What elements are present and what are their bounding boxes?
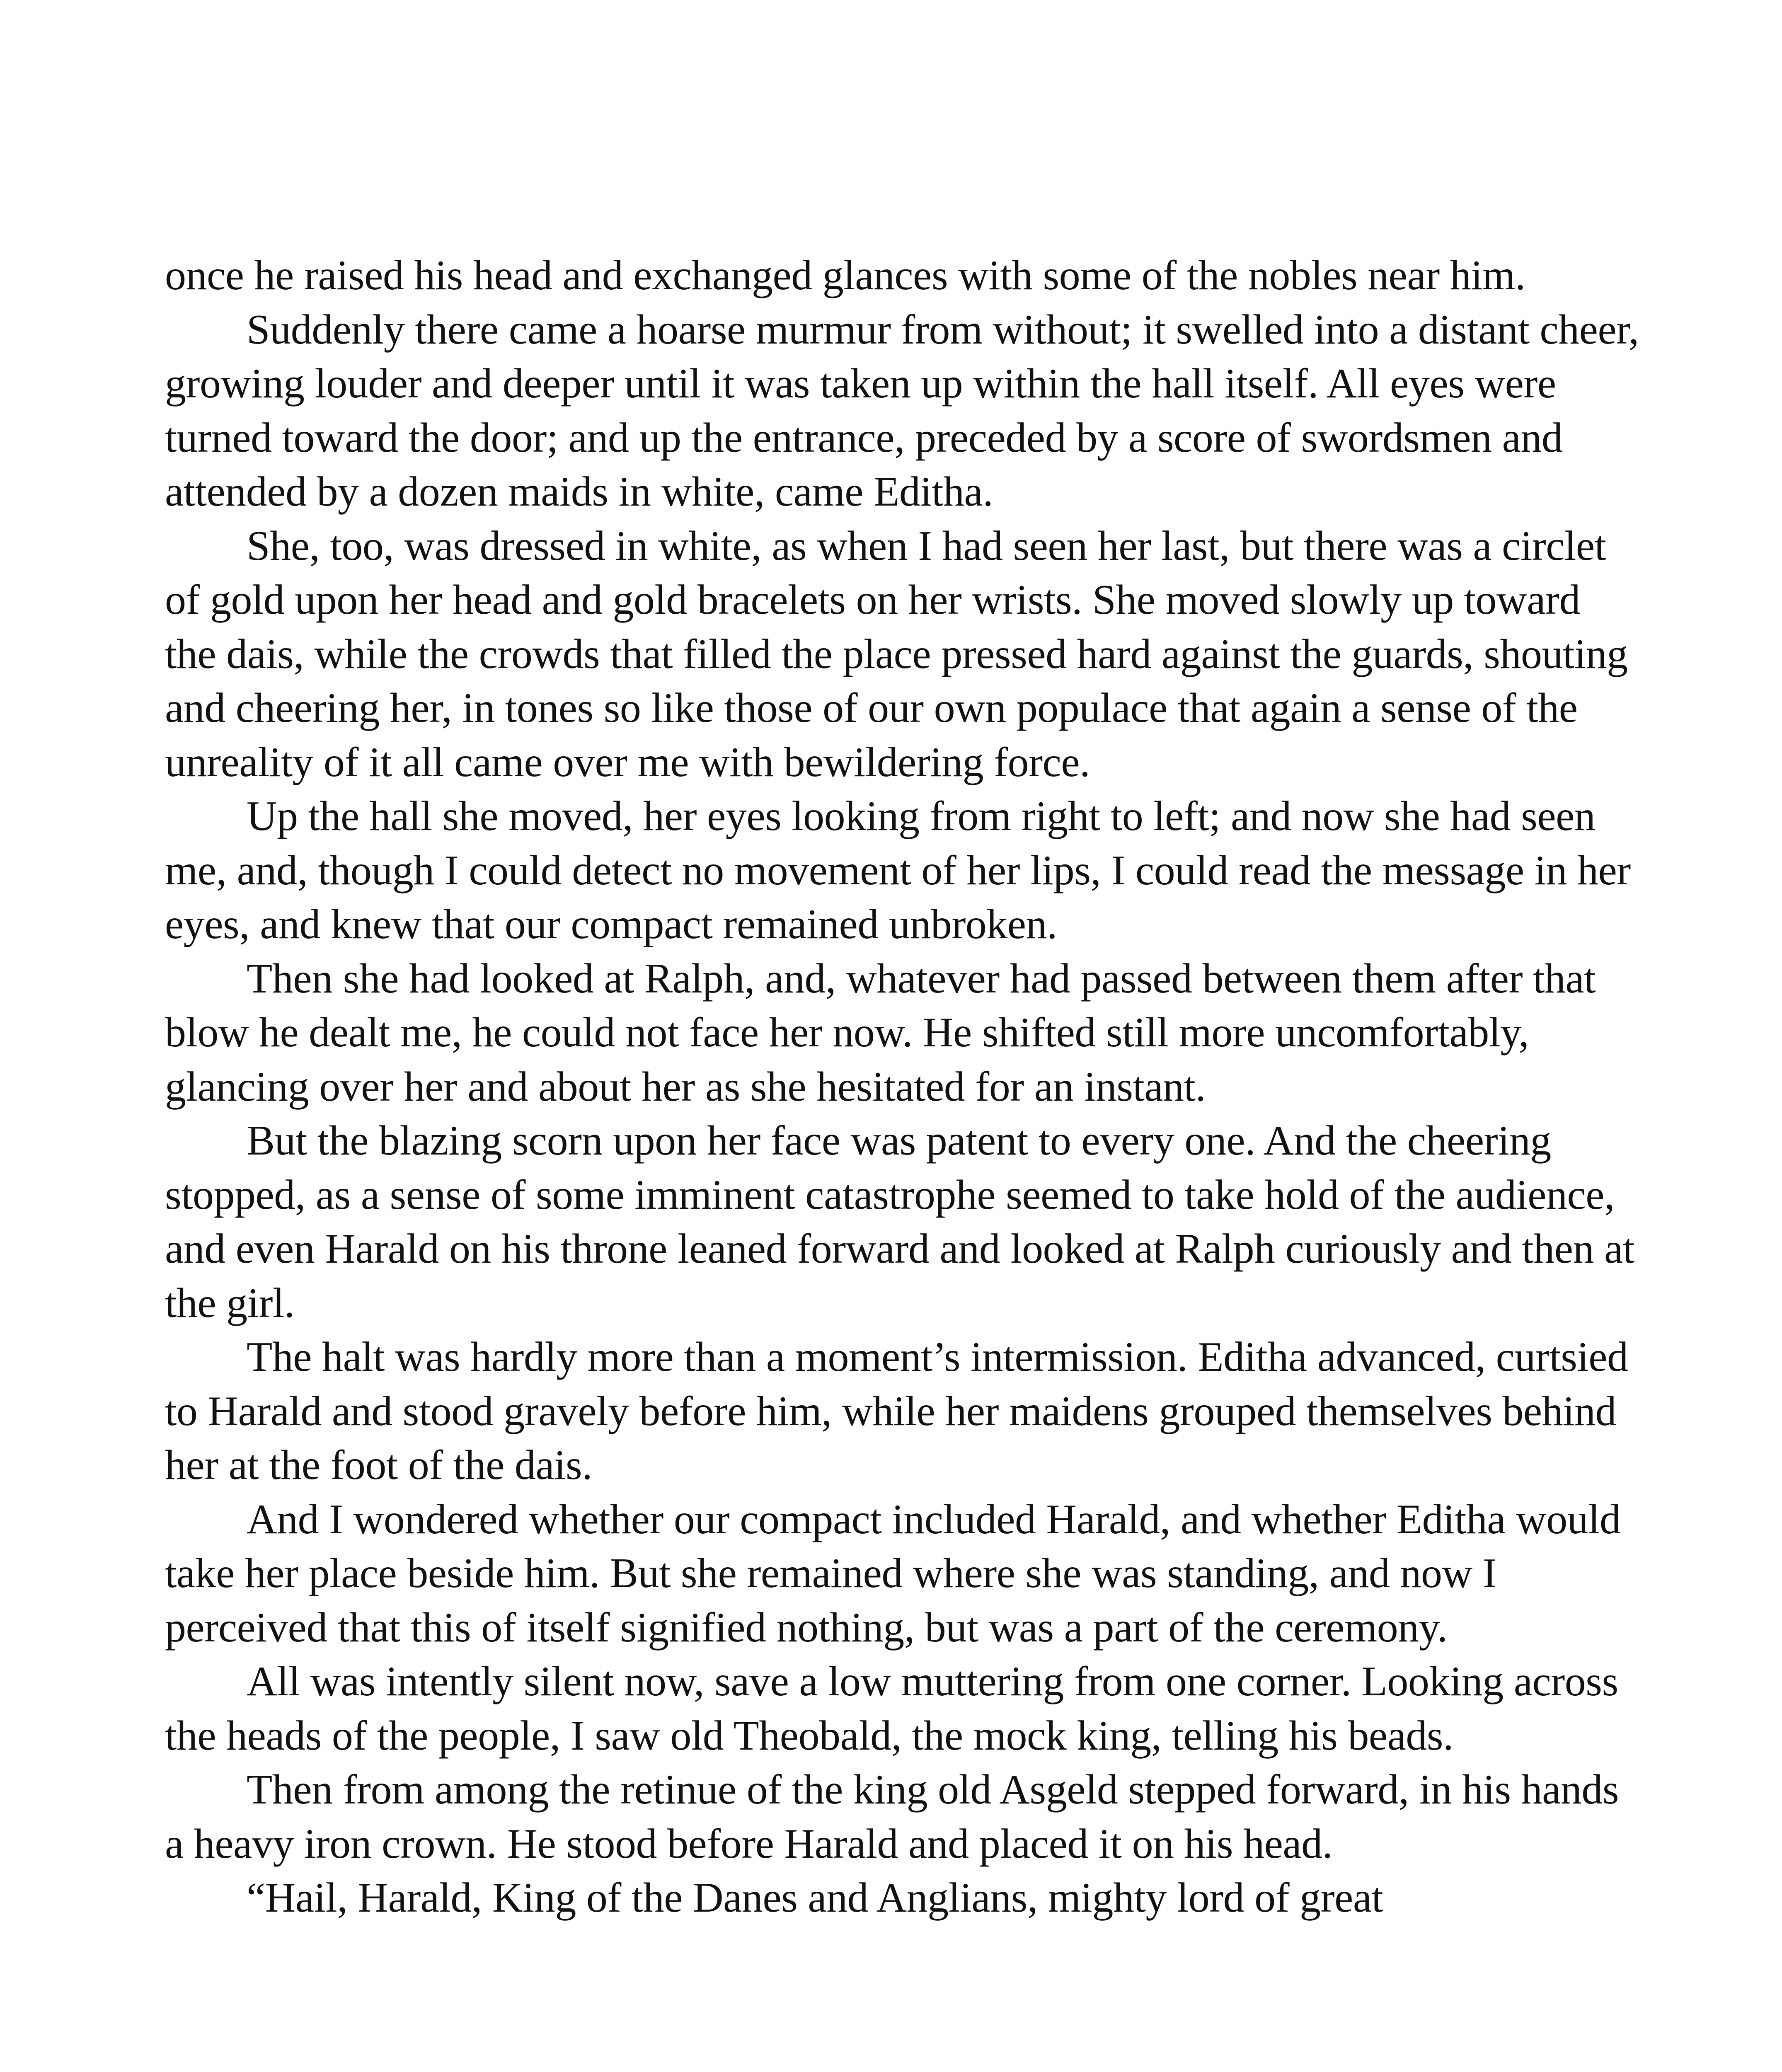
paragraph: “Hail, Harald, King of the Danes and Anglians, mighty lord of great bbox=[247, 1874, 1383, 1921]
paragraph: Then from among the retinue of the king old Asgeld stepped forward, in his hands a heavy iron crown. He stood before Harald and placed it on his head. bbox=[165, 1766, 1619, 1867]
paragraph: But the blazing scorn upon her face was patent to every one. And the cheering stopped, as a sense of some imminent catastrophe seemed to take hold of the audience, and even Harald on his throne leaned forward and looked at Ralph curiously and then at the girl. bbox=[165, 1117, 1634, 1326]
body-text bbox=[165, 249, 1640, 1925]
paragraph: Then she had looked at Ralph, and, whatever had passed between them after that blow he dealt me, he could not face her now. He shifted still more uncomfortably, glancing over her and about her as she hesitated for an instant. bbox=[165, 955, 1596, 1110]
paragraph: And I wondered whether our compact included Harald, and whether Editha would take her place beside him. But she remained where she was standing, and now I perceived that this of itself signified nothing, but was a part of the ceremony. bbox=[165, 1496, 1621, 1651]
paragraph: She, too, was dressed in white, as when I had seen her last, but there was a circlet of gold upon her head and gold bracelets on her wrists. She moved slowly up toward the dais, while the crowds that filled the place pressed hard against the guards, shouting and cheering her, in tones so like those of our own populace that again a sense of the unreality of it all came over me with bewildering force. bbox=[165, 522, 1628, 786]
paragraph: The halt was hardly more than a moment’s intermission. Editha advanced, curtsied to Harald and stood gravely before him, while her maidens grouped themselves behind her at the foot of the dais. bbox=[165, 1334, 1628, 1489]
paragraph: Suddenly there came a hoarse murmur from without; it swelled into a distant cheer, growing louder and deeper until it was taken up within the hall itself. All eyes were turned toward the door; and up the entrance, preceded by a score of swordsmen and attended by a dozen maids in white, came Editha. bbox=[165, 306, 1639, 515]
paragraph: All was intently silent now, save a low muttering from one corner. Looking across the heads of the people, I saw old Theobald, the mock king, telling his beads. bbox=[165, 1658, 1618, 1759]
paragraph: Up the hall she moved, her eyes looking from right to left; and now she had seen me, and, though I could detect no movement of her lips, I could read the message in her eyes, and knew that our compact remained unbroken. bbox=[165, 793, 1631, 948]
paragraph: once he raised his head and exchanged glances with some of the nobles near him. bbox=[165, 252, 1525, 299]
